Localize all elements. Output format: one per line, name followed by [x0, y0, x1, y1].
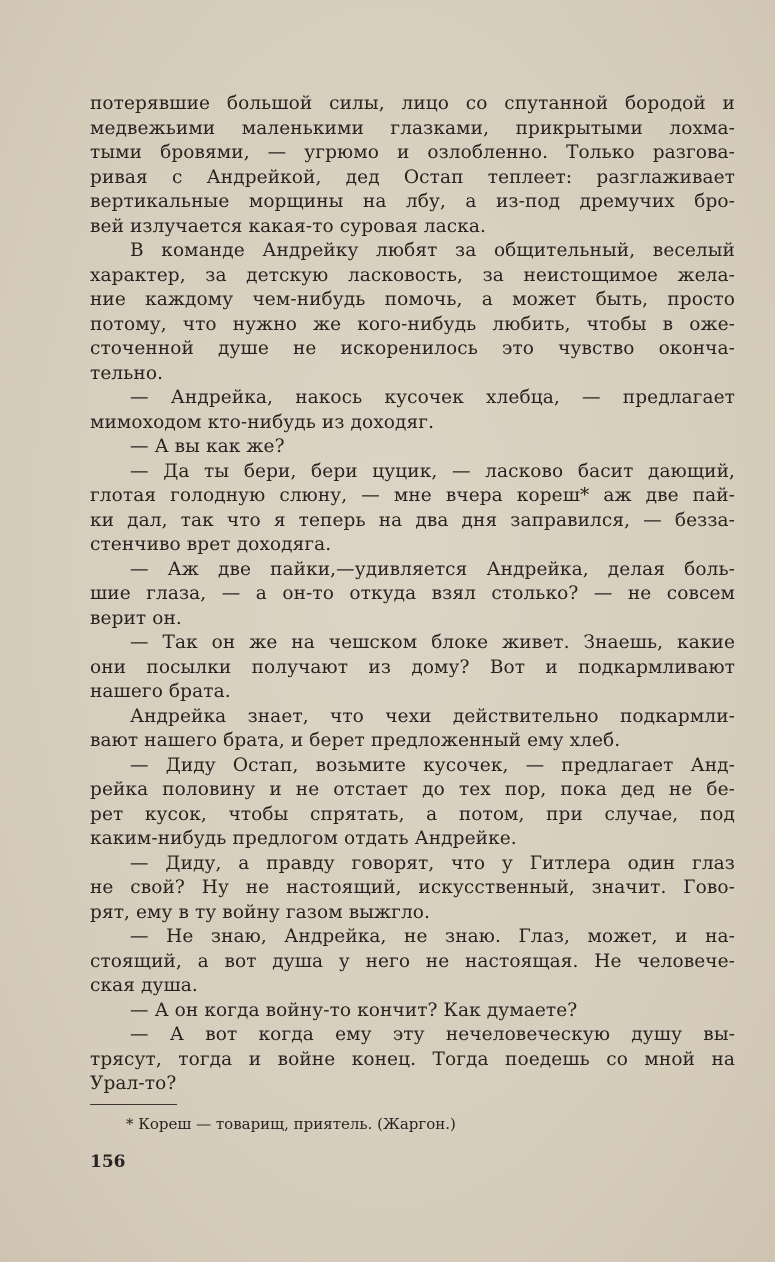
body-text: [90, 92, 735, 1097]
text-line: мимоходом кто-нибудь из доходяг.: [90, 411, 435, 433]
text-line: — Андрейка, накось кусочек хлебца, — предлагает: [130, 387, 735, 408]
text-line: — А он когда войну-то кончит? Как думаете?: [130, 999, 578, 1021]
text-line: сточенной душе не искоренилось это чувство оконча-: [90, 338, 735, 359]
text-line: ние каждому чем-нибудь помочь, а может быть, просто: [90, 289, 735, 310]
page-number: 156: [90, 1152, 126, 1172]
text-line: стоящий, а вот душа у него не настоящая. Не человече-: [90, 950, 735, 972]
text-line: вей излучается какая-то суровая ласка.: [90, 215, 486, 237]
text-line: В команде Андрейку любят за общительный, веселый: [130, 240, 735, 261]
text-line: каким-нибудь предлогом отдать Андрейке.: [90, 828, 517, 849]
text-line: стенчиво врет доходяга.: [90, 534, 332, 555]
text-line: шие глаза, — а он-то откуда взял столько? — не совсем: [90, 583, 735, 604]
text-line: трясут, тогда и войне конец. Тогда поедешь со мной на: [90, 1048, 735, 1070]
text-line: ривая с Андрейкой, дед Остап теплеет: разглаживает: [90, 166, 735, 188]
text-line: рят, ему в ту войну газом выжгло.: [90, 901, 431, 923]
footnote-divider: [90, 1104, 177, 1105]
text-line: потому, что нужно же кого-нибудь любить, чтобы в ожe-: [90, 313, 735, 335]
text-line: они посылки получают из дому? Вот и подкармливают: [90, 656, 735, 678]
text-line: рет кусок, чтобы спрятать, а потом, при случае, под: [90, 803, 735, 825]
text-line: ки дал, так что я теперь на два дня заправился, — безза-: [90, 509, 735, 531]
text-line: тельно.: [90, 362, 164, 384]
text-line: — Аж две пайки,—удивляется Андрейка, делая боль-: [130, 558, 735, 580]
text-line: рейка половину и не отстает до тех пор, пока дед не бе-: [90, 779, 735, 800]
text-line: ская душа.: [90, 975, 198, 996]
footnote: * Кореш — товарищ, приятель. (Жаргон.): [126, 1115, 456, 1133]
text-line: не свой? Ну не настоящий, искусственный, значит. Гово-: [90, 877, 735, 898]
text-line: вертикальные морщины на лбу, а из-под дремучих бро-: [90, 191, 735, 212]
text-line: — Так он же на чешском блоке живет. Знаешь, какие: [130, 632, 735, 653]
text-line: нашего брата.: [90, 681, 231, 702]
text-line: — Диду, а правду говорят, что у Гитлера один глаз: [130, 852, 735, 874]
text-line: — Диду Остап, возьмите кусочек, — предлагает Анд-: [130, 754, 735, 776]
text-line: характер, за детскую ласковость, за неистощимое жела-: [90, 264, 735, 286]
text-line: — Да ты бери, бери цуцик, — ласково басит дающий,: [130, 460, 735, 482]
text-line: медвежьими маленькими глазками, прикрытыми лохма-: [90, 117, 735, 139]
text-line: — А вы как же?: [130, 436, 285, 457]
text-line: Урал-то?: [90, 1073, 177, 1094]
text-line: верит он.: [90, 607, 182, 629]
text-line: потерявшие большой силы, лицо со спутанной бородой и: [90, 93, 735, 114]
text-line: тыми бровями, — угрюмо и озлобленно. Только разгова-: [90, 142, 735, 163]
text-line: — А вот когда ему эту нечеловеческую душу вы-: [130, 1024, 735, 1045]
text-line: — Не знаю, Андрейка, не знаю. Глаз, может, и на-: [130, 926, 735, 947]
text-line: глотая голодную слюну, — мне вчера кореш* аж две пай-: [90, 485, 735, 506]
text-line: вают нашего брата, и берет предложенный ему хлеб.: [90, 730, 621, 751]
text-line: Андрейка знает, что чехи действительно подкармли-: [130, 705, 735, 727]
